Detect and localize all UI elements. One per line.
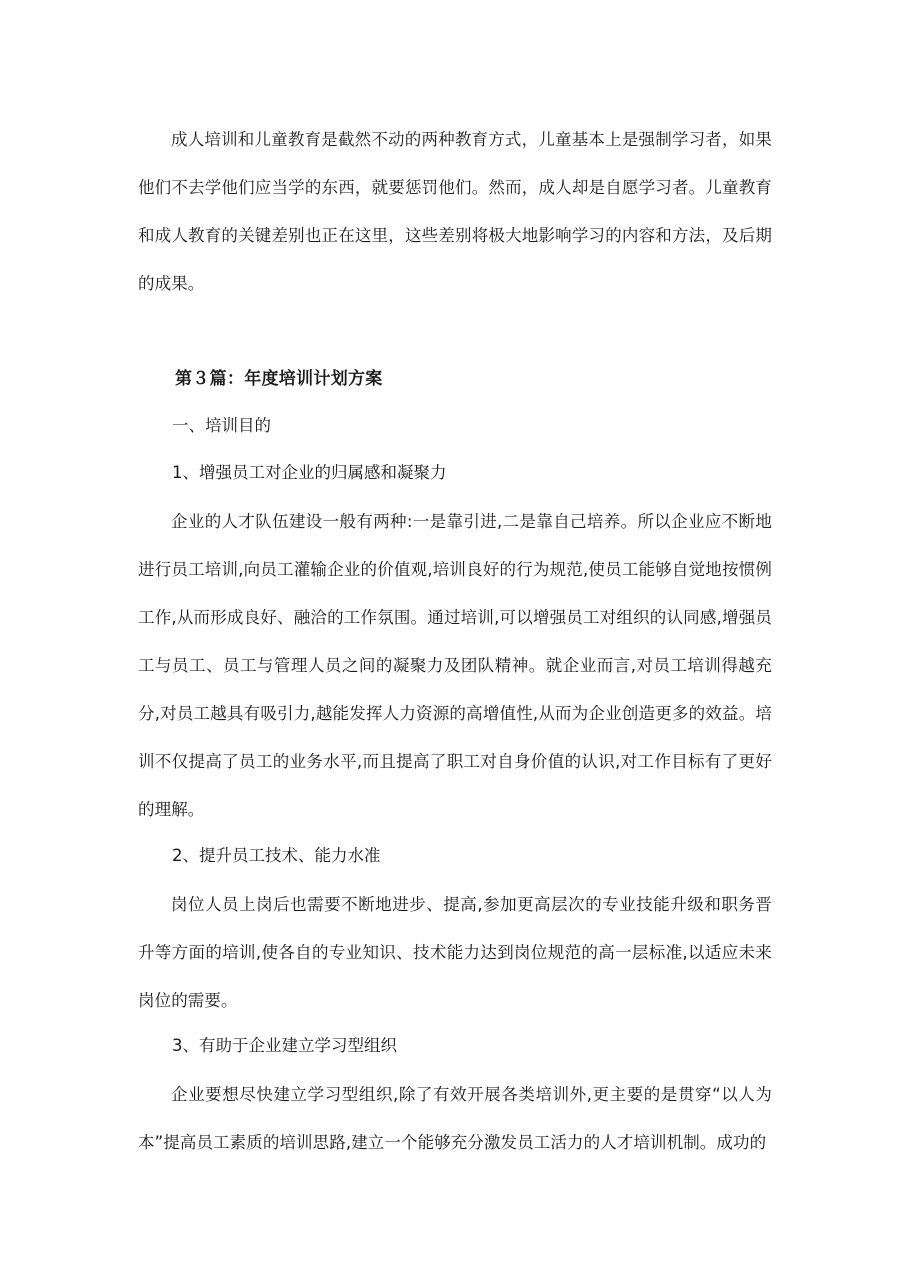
- intro-paragraph: 成人培训和儿童教育是截然不动的两种教育方式，儿童基本上是强制学习者，如果他们不去学他们应当学的东西，就要惩罚他们。然而，成人却是自愿学习者。儿童教育和成人教育的关键差别也正在这里，这些差别将极大地影响学习的内容和方法，及后期的成果。: [138, 130, 772, 293]
- section-heading-purpose: 一、培训目的: [172, 416, 271, 435]
- item-3-paragraph: 企业要想尽快建立学习型组织,除了有效开展各类培训外,更主要的是贯穿“以人为本”提高员工素质的培训思路,建立一个能够充分激发员工活力的人才培训机制。成功的: [138, 1085, 772, 1152]
- item-heading-1: 1、增强员工对企业的归属感和凝聚力: [172, 463, 447, 482]
- section-title: 第３篇：年度培训计划方案: [175, 369, 383, 389]
- item-heading-2: 2、提升员工技术、能力水准: [172, 846, 381, 865]
- item-heading-3: 3、有助于企业建立学习型组织: [172, 1036, 397, 1055]
- item-2-paragraph: 岗位人员上岗后也需要不断地进步、提高,参加更高层次的专业技能升级和职务晋升等方面的培训,使各自的专业知识、技术能力达到岗位规范的高一层标准,以适应未来岗位的需要。: [138, 895, 772, 1010]
- item-1-paragraph: 企业的人才队伍建设一般有两种:一是靠引进,二是靠自己培养。所以企业应不断地进行员工培训,向员工灌输企业的价值观,培训良好的行为规范,使员工能够自觉地按惯例工作,从而形成良好、融洽的工作氛围。通过培训,可以增强员工对组织的认同感,增强员工与员工、员工与管理人员之间的凝聚力及团队精神。就企业而言,对员工培训得越充分,对员工越具有吸引力,越能发挥人力资源的高增值性,从而为企业创造更多的效益。培训不仅提高了员工的业务水平,而且提高了职工对自身价值的认识,对工作目标有了更好的理解。: [138, 512, 772, 819]
